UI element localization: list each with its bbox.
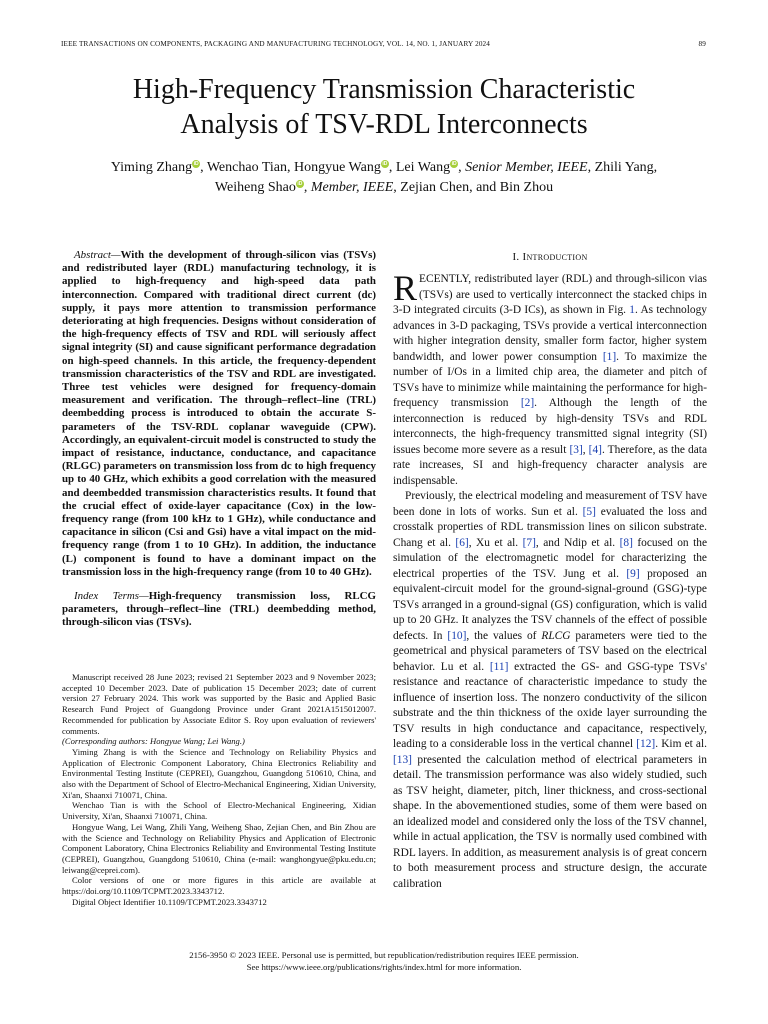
abstract (62, 249, 376, 579)
text-run: proposed an equivalent-circuit model for the ground-signal-ground (GSG)-type TSVs arranged in a ground-signal (GS) configuration, which is valid up to 20 GHz. It analyzes the TSV channels of the effect of possible defects. In (393, 567, 707, 642)
abstract-label: Abstract— (74, 249, 121, 261)
text-run: , the values of (466, 629, 542, 642)
member-grade: Member, IEEE (310, 180, 394, 195)
orcid-icon[interactable]: iD (297, 181, 303, 188)
corresponding-note: (Corresponding authors: Hongyue Wang; Lei Wang.) (62, 736, 245, 747)
drop-cap: R (393, 268, 418, 308)
text-run: , (582, 443, 589, 456)
title-line-2: Analysis of TSV-RDL Interconnects (180, 109, 588, 140)
citation-link[interactable]: [3] (569, 443, 583, 456)
intro-paragraph-1 (393, 268, 708, 489)
running-header (61, 40, 706, 48)
rights-line: See https://www.ieee.org/publications/rights/index.html for more information. (246, 961, 522, 972)
separator: , (458, 160, 466, 175)
page-number: 89 (698, 40, 706, 48)
citation-link[interactable]: [8] (619, 536, 633, 549)
citation-link[interactable]: [13] (393, 753, 412, 766)
author-name: Weiheng Shao (214, 180, 296, 195)
title-line-1: High-Frequency Transmission Characteristic (132, 74, 636, 105)
author-name: Yiming Zhang (110, 160, 193, 175)
affiliation-note: Hongyue Wang, Lei Wang, Zhili Yang, Weiheng Shao, Zejian Chen, and Bin Zhou are with the Science and Technology on Reliability Physics and Application of Electronic Component Laboratory, China Electronics Reliability and Environmental Testing Institute (CEPREI), Guangzhou, Guangdong 510610, China (e-mail: wanghongyue@pku.edu.cn; leiwang@ceprei.com). (62, 821, 376, 875)
abstract-text: With the development of through-silicon vias (TSVs) and redistributed layer (RDL) manufacturing technology, it is applied to high-frequency and high-speed data path interconnection. Compared with traditional direct current (dc) supply, it pays more attention to transmission performance deteriorating at high frequencies. Designs without consideration of the high-frequency effects of TSV and RDL will seriously affect signal integrity (SI) and cause significant performance degradation on high-speed channels. In this article, the frequency-dependent transmission characteristics of the TSV and RDL are investigated. Three test vehicles were designed for frequency-domain measurement and verification. The through–reflect–line (TRL) deembedding process is introduced to obtain the accurate S-parameters of the TSV-RDL coplanar waveguide (CPW). Accordingly, an equivalent-circuit model is constructed to study the impact of resistance, inductance, conductance, and capacitance (RLGC) parameters on transmission loss from dc to high frequency up to 40 GHz, which exhibits a good correlation with the measured and deembedded transmission characteristics results. It found that the crucial effect of oxide-layer capacitance (Cox) in the low-frequency range (from 100 kHz to 1 GHz), while conductance and capacitance in silicon (Csi and Gsi) have a vital impact on the mid-frequency range (from 1 to 10 GHz). In addition, the inductance (L) component is found to have a dominant impact on the transmission loss in the high-frequency range (from 10 to 40 GHz). (62, 249, 376, 578)
citation-link[interactable]: [12] (636, 738, 656, 750)
orcid-icon[interactable]: iD (382, 161, 388, 168)
text-run: . As technology advances in 3-D packaging, TSVs provide a vertical interconnection with higher integration density, smaller form factor, higher system bandwidth, and lower power consumption (393, 304, 707, 363)
citation-link[interactable]: [10] (447, 629, 467, 642)
text-run: . Kim et al. (655, 738, 707, 750)
manuscript-note: Manuscript received 28 June 2023; revised 21 September 2023 and 9 November 2023; accepted 10 December 2023. Date of publication 15 December 2023; date of current version 27 February 2024. This work was supported by the Basic and Applied Basic Research Fund Project of Guangdong Province under Grant 2021A1515012007. Recommended for publication by Associate Editor S. Roy upon evaluation of reviewers' comments. (62, 672, 376, 736)
orcid-icon[interactable]: iD (451, 161, 457, 168)
citation-link[interactable]: [1] (602, 350, 617, 363)
index-terms (62, 590, 376, 630)
text-run: . To maximize the number of I/Os in a limited chip area, the diameter and pitch of TSVs have to minimize while maintaining the performance for high-frequency transmission (393, 350, 707, 409)
text-run: . Therefore, as the data rate increases, SI and high-frequency character analysis are indispensable. (393, 443, 707, 487)
paper-title (40, 72, 728, 142)
text-run: presented the calculation method of electrical parameters in detail. The transmission performance was also widely studied, such as TSV height, diameter, pitch, liner thickness, and cross-sectional shape. In the abovementioned studies, some of them were based on an idealized model and considered only the loss of the TSV channel, while in actual application, the TSV is normally used combined with RDL layers. In addition, as measurement analysis is of great concern to both measurement process and structure design, the accurate calibration (393, 753, 707, 890)
author-name: , Zhili Yang, (587, 160, 658, 175)
author-line-1 (40, 158, 728, 178)
journal-name: IEEE TRANSACTIONS ON COMPONENTS, PACKAGING AND MANUFACTURING TECHNOLOGY, VOL. 14, NO. 1, JANUARY 2024 (61, 40, 491, 48)
citation-link[interactable]: [6] (455, 536, 469, 549)
copyright-line: 2156-3950 © 2023 IEEE. Personal use is permitted, but republication/redistribution requires IEEE permission. (189, 950, 579, 960)
text-run: . Although the length of the interconnection is reduced by high-density TSVs and RDL interconnects, the high-frequency transmitted signal integrity (SI) issues become more severe as a result (393, 397, 708, 456)
text-run: evaluated the loss and crosstalk properties of RDL transmission lines on silicon substrate. Chang et al. (393, 505, 707, 549)
citation-link[interactable]: [11] (489, 660, 509, 673)
section-numeral: I. (512, 251, 523, 263)
citation-link[interactable]: [4] (588, 443, 602, 456)
copyright-footer (40, 950, 728, 973)
text-run: RLCG (541, 629, 571, 642)
footnotes (62, 672, 376, 907)
text-run: ECENTLY, redistributed layer (RDL) and through-silicon vias (TSVs) are used to vertically interconnect the stacked chips in 3-D integrated circuits (3-D ICs), as shown in Fig. (393, 273, 707, 316)
text-run: , Xu et al. (468, 536, 523, 549)
color-note: Color versions of one or more figures in this article are available at https://doi.org/10.1109/TCPMT.2023.3343712. (62, 875, 376, 897)
citation-link[interactable]: [7] (522, 536, 536, 549)
section-title: Introduction (522, 251, 588, 263)
section-heading (393, 251, 707, 263)
text-run: focused on the simulation of the electromagnetic model for characterizing the electrical properties of the TSV. Jung et al. (393, 536, 708, 580)
figure-link[interactable]: 1 (629, 304, 635, 316)
affiliation-note: Wenchao Tian is with the School of Electro-Mechanical Engineering, Xidian University, Xi'an, Shaanxi 710071, China. (62, 800, 376, 822)
text-run: extracted the GS- and GSG-type TSVs' resistance and reactance of characteristic impedance to study the influence of insertion loss. The nonzero conductivity of the silicon substrate and the thin thickness of the oxide layer surrounding the TSV results in high conductance and capacitance, respectively, leading to a considerable loss in the vertical channel (393, 660, 708, 750)
orcid-icon[interactable]: iD (193, 161, 199, 168)
author-name: , Zejian Chen, and Bin Zhou (393, 180, 554, 195)
text-run: , and Ndip et al. (535, 536, 620, 549)
author-list (40, 158, 728, 198)
index-terms-label: Index Terms— (74, 590, 149, 602)
author-name: , Wenchao Tian, Hongyue Wang (200, 160, 381, 175)
index-terms-text: High-frequency transmission loss, RLCG parameters, through–reflect–line (TRL) deembedding method, through-silicon vias (TSVs). (62, 590, 376, 629)
introduction-body (393, 268, 708, 892)
intro-paragraph-2 (393, 489, 707, 892)
citation-link[interactable]: [2] (520, 397, 535, 409)
member-grade: Senior Member, IEEE (465, 160, 588, 175)
citation-link[interactable]: [9] (626, 567, 640, 580)
citation-link[interactable]: [5] (582, 505, 596, 518)
separator: , (303, 180, 311, 195)
affiliation-note: Yiming Zhang is with the Science and Technology on Reliability Physics and Application of Electronic Component Laboratory, China Electronics Reliability and Environmental Testing Institute (CEPREI), Guangzhou, Guangdong 510610, China, and also with the Department of School of Electro-Mechanical Engineering, Xidian University, Xi'an, Shaanxi 710071, China. (62, 746, 376, 800)
text-run: Previously, the electrical modeling and measurement of TSV have been done in lots of works. Sun et al. (393, 490, 707, 518)
doi-note: Digital Object Identifier 10.1109/TCPMT.2023.3343712 (72, 896, 267, 907)
text-run: parameters were tied to the geometrical and physical parameters of TSV based on the electrical behavior. Lu et al. (393, 629, 707, 673)
author-line-2 (40, 178, 728, 198)
author-name: , Lei Wang (388, 160, 451, 175)
